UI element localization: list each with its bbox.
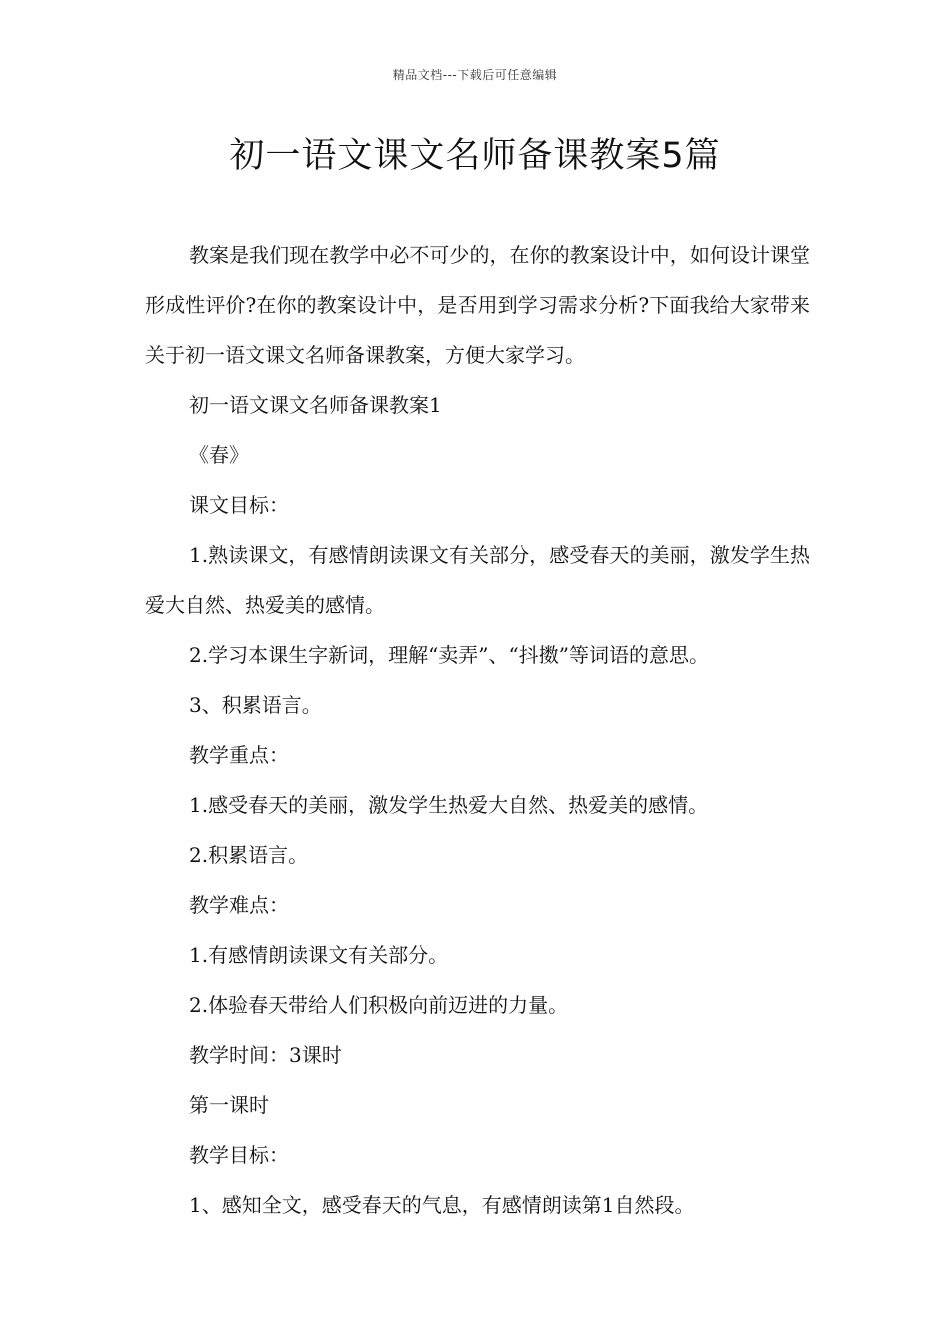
teaching-time: 教学时间：3课时 <box>189 1043 342 1067</box>
document-body <box>145 230 810 1230</box>
lesson-title: 《春》 <box>189 443 249 467</box>
subheading: 教学难点： <box>189 893 289 917</box>
list-item: 1.感受春天的美丽，激发学生热爱大自然、热爱美的感情。 <box>189 793 709 817</box>
header-note: 精品文档---下载后可任意编辑 <box>392 68 558 82</box>
subheading: 教学重点： <box>189 743 289 767</box>
list-item: 3、积累语言。 <box>189 693 322 717</box>
list-item: 1、感知全文，感受春天的气息，有感情朗读第1自然段。 <box>189 1193 695 1217</box>
list-item: 2.积累语言。 <box>189 843 309 867</box>
subheading: 教学目标： <box>189 1143 289 1167</box>
document-title: 初一语文课文名师备课教案5篇 <box>229 136 721 176</box>
list-item: 1.有感情朗读课文有关部分。 <box>189 943 449 967</box>
subheading: 第一课时 <box>189 1093 269 1117</box>
list-item: 1.熟读课文，有感情朗读课文有关部分，感受春天的美丽，激发学生热爱大自然、热爱美的感情。 <box>145 543 810 617</box>
subheading: 课文目标： <box>189 493 289 517</box>
intro-paragraph: 教案是我们现在教学中必不可少的，在你的教案设计中，如何设计课堂形成性评价?在你的教案设计中，是否用到学习需求分析?下面我给大家带来关于初一语文课文名师备课教案，方便大家学习。 <box>145 243 810 367</box>
list-item: 2.体验春天带给人们积极向前迈进的力量。 <box>189 993 569 1017</box>
section-heading: 初一语文课文名师备课教案1 <box>189 393 442 417</box>
list-item: 2.学习本课生字新词，理解“卖弄”、“抖擞”等词语的意思。 <box>189 643 709 667</box>
